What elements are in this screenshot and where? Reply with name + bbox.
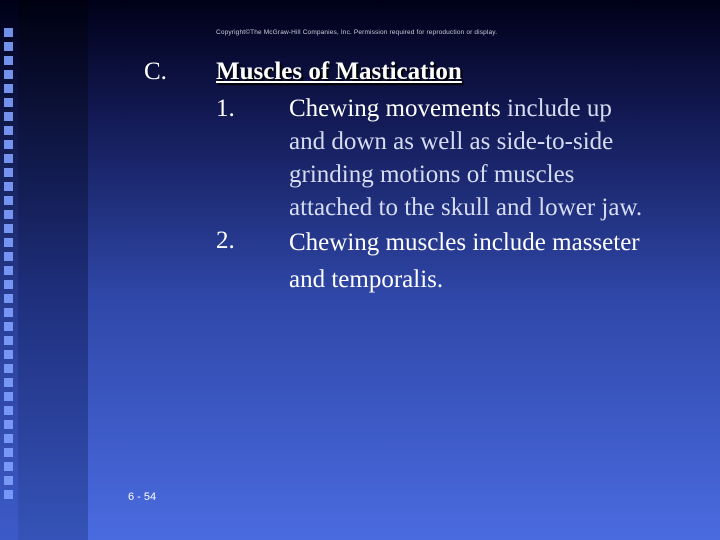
square-bullet	[4, 252, 13, 261]
square-bullet	[4, 280, 13, 289]
square-bullet	[4, 196, 13, 205]
square-bullet	[4, 28, 13, 37]
square-bullet	[4, 266, 13, 275]
left-decorative-strip	[0, 0, 18, 540]
list-item	[216, 224, 649, 298]
item-text-part: include up and down as well as side-to-side grinding motions of muscles attached to the skull and lower jaw.	[289, 95, 643, 221]
square-bullet	[4, 210, 13, 219]
square-bullet	[4, 112, 13, 121]
list-item	[216, 92, 649, 224]
square-bullet	[4, 490, 13, 499]
square-bullet	[4, 238, 13, 247]
square-bullet	[4, 434, 13, 443]
square-bullet	[4, 406, 13, 415]
square-bullet	[4, 392, 13, 401]
square-bullet	[4, 70, 13, 79]
item-number: 1.	[216, 95, 235, 122]
square-bullet	[4, 42, 13, 51]
copyright-notice: Copyright©The McGraw-Hill Companies, Inc. Permission required for reproduction or display.	[216, 29, 498, 36]
slide-body	[216, 92, 649, 298]
item-text-part: Chewing movements	[289, 95, 508, 122]
left-gutter	[18, 0, 88, 540]
square-bullet	[4, 126, 13, 135]
square-bullet	[4, 98, 13, 107]
square-bullet	[4, 476, 13, 485]
square-bullet	[4, 84, 13, 93]
square-bullet	[4, 154, 13, 163]
square-bullet	[4, 350, 13, 359]
item-text: Chewing muscles include masseter and temporalis.	[289, 229, 640, 293]
slide-number: 6 - 54	[128, 491, 157, 503]
square-bullet	[4, 168, 13, 177]
square-bullet	[4, 322, 13, 331]
square-bullet	[4, 378, 13, 387]
decorative-squares	[4, 28, 18, 499]
square-bullet	[4, 140, 13, 149]
item-number: 2.	[216, 227, 235, 254]
square-bullet	[4, 56, 13, 65]
square-bullet	[4, 364, 13, 373]
square-bullet	[4, 182, 13, 191]
square-bullet	[4, 336, 13, 345]
square-bullet	[4, 224, 13, 233]
item-text	[289, 92, 649, 224]
square-bullet	[4, 462, 13, 471]
slide-title: Muscles of Mastication	[216, 58, 462, 85]
section-letter: C.	[144, 58, 167, 85]
square-bullet	[4, 308, 13, 317]
square-bullet	[4, 294, 13, 303]
square-bullet	[4, 448, 13, 457]
square-bullet	[4, 420, 13, 429]
